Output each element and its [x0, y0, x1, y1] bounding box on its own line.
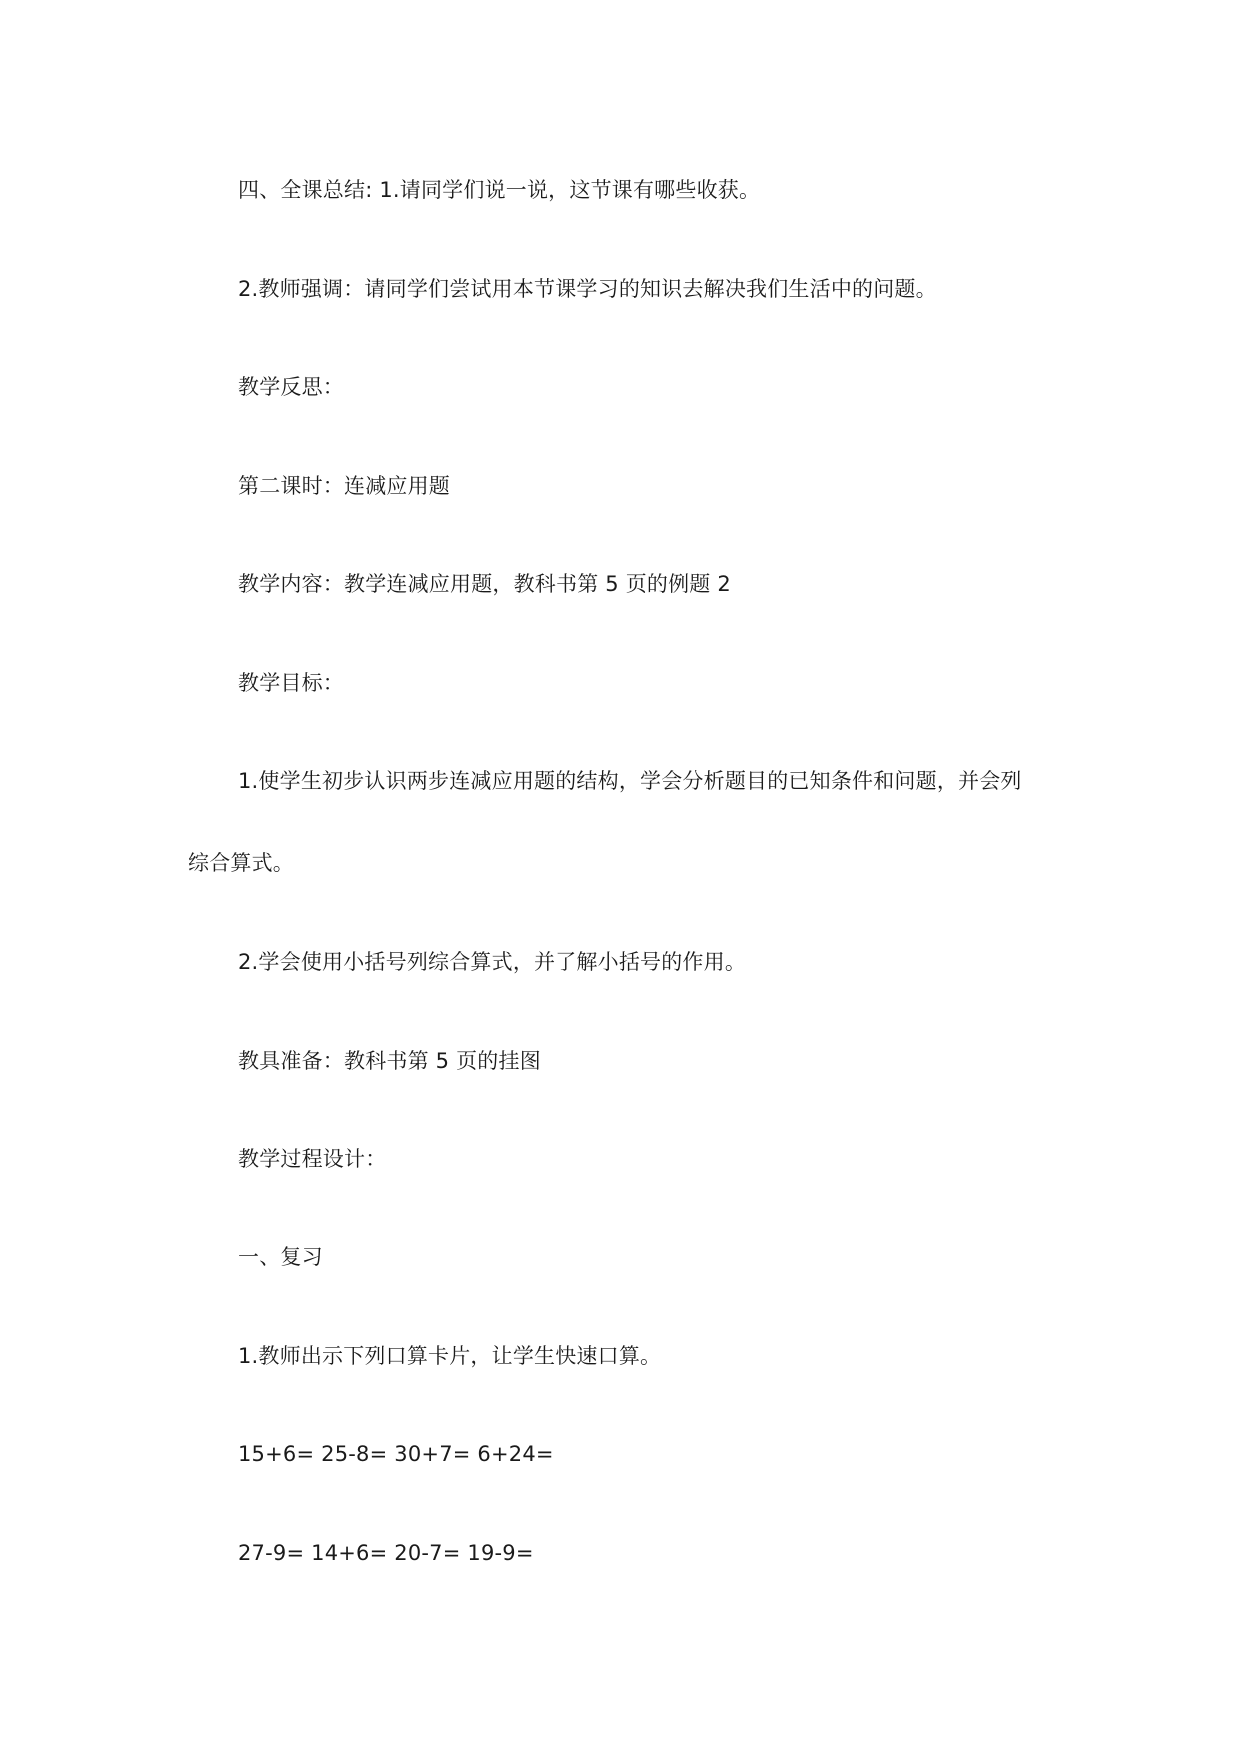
teaching-aids: 教具准备：教科书第 5 页的挂图: [238, 1049, 541, 1073]
oral-calc-row-1: 15+6= 25-8= 30+7= 6+24=: [238, 1442, 554, 1466]
objective-1: 1.使学生初步认识两步连减应用题的结构，学会分析题目的已知条件和问题，并会列: [238, 769, 1022, 793]
section-review: 一、复习: [238, 1245, 323, 1269]
teacher-emphasis: 2.教师强调：请同学们尝试用本节课学习的知识去解决我们生活中的问题。: [238, 277, 937, 301]
oral-calc-instruction: 1.教师出示下列口算卡片，让学生快速口算。: [238, 1344, 662, 1368]
oral-calc-row-2: 27-9= 14+6= 20-7= 19-9=: [238, 1541, 534, 1565]
teaching-content: 教学内容：教学连减应用题，教科书第 5 页的例题 2: [238, 572, 731, 596]
reflection-heading: 教学反思：: [238, 375, 344, 399]
lesson-title: 第二课时：连减应用题: [238, 474, 450, 498]
objectives-heading: 教学目标：: [238, 671, 344, 695]
process-heading: 教学过程设计：: [238, 1147, 387, 1171]
summary-heading: 四、全课总结: 1.请同学们说一说，这节课有哪些收获。: [238, 178, 761, 202]
objective-1-continued: 综合算式。: [188, 851, 294, 875]
objective-2: 2.学会使用小括号列综合算式，并了解小括号的作用。: [238, 950, 747, 974]
